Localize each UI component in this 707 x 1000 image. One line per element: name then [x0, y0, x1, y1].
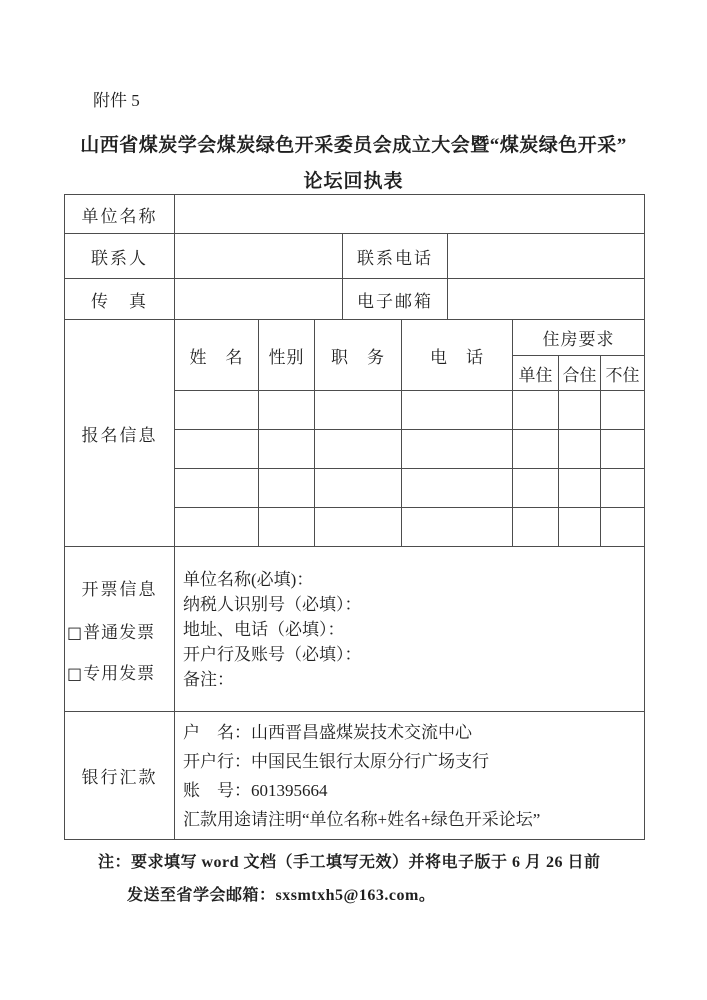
registration-name-cell: [175, 430, 259, 469]
registration-name-cell: [175, 508, 259, 547]
contact-phone-value-cell: [448, 234, 645, 279]
ordinary-invoice-label: 普通发票: [83, 622, 156, 642]
housing-requirement-header: 住房要求: [513, 320, 645, 356]
contact-person-value-cell: [175, 234, 343, 279]
col-phone-header: 电 话: [402, 320, 513, 391]
registration-gender-cell: [259, 430, 315, 469]
invoice-section-cell: [65, 547, 175, 712]
invoice-field-line: 纳税人识别号（必填）：: [183, 594, 362, 614]
invoice-section-label: 开票信息: [81, 579, 158, 599]
registration-gender-cell: [259, 508, 315, 547]
registration-shared-cell: [559, 430, 601, 469]
fax-label: 传 真: [65, 279, 175, 320]
registration-gender-cell: [259, 469, 315, 508]
page-title: 山西省煤炭学会煤炭绿色开采委员会成立大会暨“煤炭绿色开采”: [80, 135, 627, 156]
col-gender-header: 性别: [259, 320, 315, 391]
registration-phone-cell: [402, 469, 513, 508]
bank-row: [65, 712, 645, 840]
registration-single-cell: [513, 508, 559, 547]
bank-section-label: 银行汇款: [65, 712, 175, 840]
invoice-field-line: 备注：: [183, 669, 234, 689]
page-title-line2: 论坛回执表: [303, 171, 404, 192]
unit-name-row: [65, 195, 645, 234]
bank-remittance-purpose-line: 汇款用途请注明“单位名称+姓名+绿色开采论坛”: [183, 809, 541, 829]
registration-shared-cell: [559, 508, 601, 547]
registration-single-cell: [513, 469, 559, 508]
registration-shared-cell: [559, 391, 601, 430]
fax-value-cell: [175, 279, 343, 320]
unit-name-value-cell: [175, 195, 645, 234]
registration-section-label: 报名信息: [65, 320, 175, 547]
registration-none-cell: [601, 469, 645, 508]
receipt-form-table: [64, 194, 645, 840]
checkbox-ordinary-invoice: [65, 618, 174, 643]
invoice-field-line: 地址、电话（必填）：: [183, 619, 345, 639]
bank-account-name-line: 户 名：山西晋昌盛煤炭技术交流中心: [183, 722, 472, 742]
invoice-row: [65, 547, 645, 712]
registration-single-cell: [513, 430, 559, 469]
checkbox-icon: □: [67, 663, 84, 683]
bank-details-cell: [175, 712, 645, 840]
contact-person-label: 联系人: [65, 234, 175, 279]
registration-phone-cell: [402, 430, 513, 469]
registration-name-cell: [175, 469, 259, 508]
contact-phone-label: 联系电话: [343, 234, 448, 279]
bank-branch-line: 开户行：中国民生银行太原分行广场支行: [183, 751, 489, 771]
registration-position-cell: [315, 391, 402, 430]
email-value-cell: [448, 279, 645, 320]
invoice-details-cell: [175, 547, 645, 712]
invoice-fields: [175, 567, 644, 692]
housing-shared-header: 合住: [559, 356, 601, 391]
contact-row: [65, 234, 645, 279]
registration-position-cell: [315, 469, 402, 508]
invoice-field-line: 单位名称(必填)：: [183, 569, 314, 589]
bank-account-number-line: 账 号：601395664: [183, 780, 328, 800]
col-position-header: 职 务: [315, 320, 402, 391]
registration-phone-cell: [402, 391, 513, 430]
checkbox-special-invoice: [65, 659, 174, 684]
registration-none-cell: [601, 430, 645, 469]
registration-phone-cell: [402, 508, 513, 547]
housing-none-header: 不住: [601, 356, 645, 391]
attachment-label: 附件 5: [93, 91, 140, 110]
footnote-line2: 发送至省学会邮箱：sxsmtxh5@163.com。: [127, 887, 436, 904]
registration-single-cell: [513, 391, 559, 430]
housing-single-header: 单住: [513, 356, 559, 391]
registration-position-cell: [315, 508, 402, 547]
registration-header-row: [65, 320, 645, 356]
registration-none-cell: [601, 391, 645, 430]
registration-name-cell: [175, 391, 259, 430]
registration-gender-cell: [259, 391, 315, 430]
footnote-line1: 注：要求填写 word 文档（手工填写无效）并将电子版于 6 月 26 日前: [98, 854, 601, 871]
bank-details: [175, 718, 644, 834]
registration-shared-cell: [559, 469, 601, 508]
email-label: 电子邮箱: [343, 279, 448, 320]
col-name-header: 姓 名: [175, 320, 259, 391]
special-invoice-label: 专用发票: [83, 663, 156, 683]
registration-none-cell: [601, 508, 645, 547]
registration-position-cell: [315, 430, 402, 469]
unit-name-label: 单位名称: [65, 195, 175, 234]
fax-email-row: [65, 279, 645, 320]
invoice-field-line: 开户行及账号（必填）：: [183, 644, 362, 664]
checkbox-icon: □: [67, 622, 84, 642]
